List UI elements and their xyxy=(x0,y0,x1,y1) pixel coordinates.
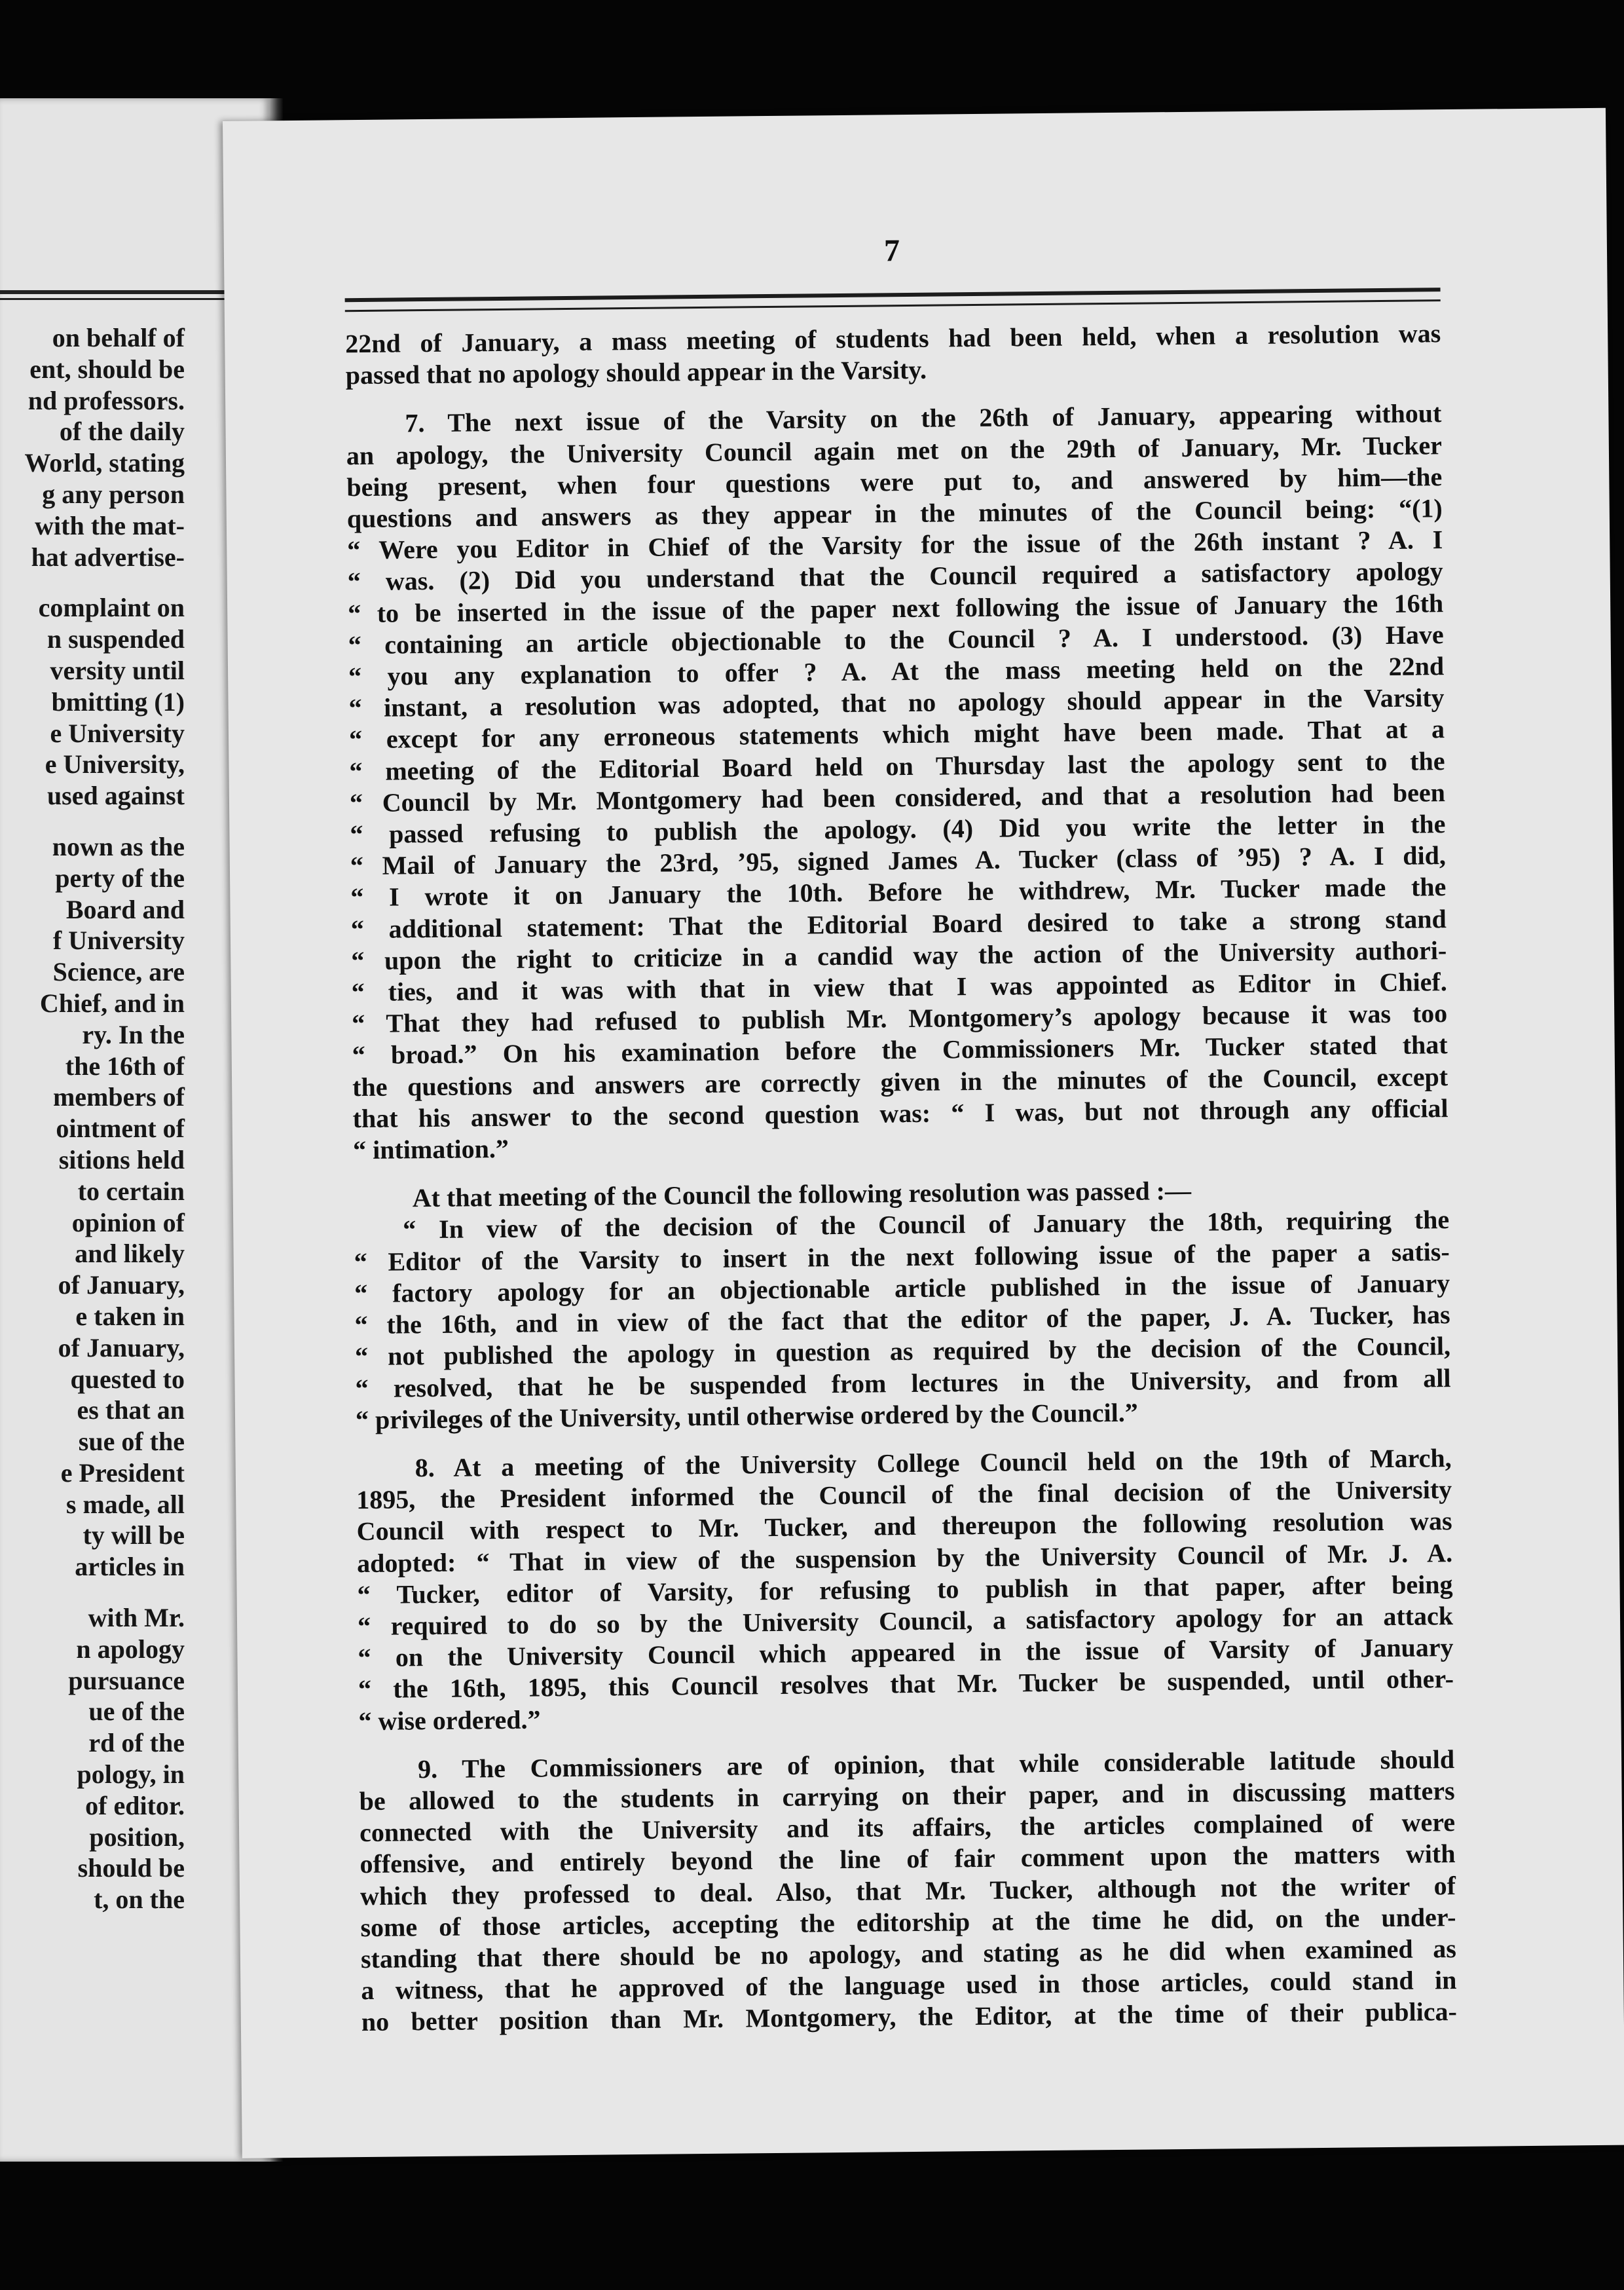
text-line: offensive, and entirely beyond the line of fair comment upon the matters with xyxy=(360,1839,1456,1879)
text-line: 1895, the President informed the Council of the final decision of the University xyxy=(356,1474,1452,1515)
text-line: adopted: “ That in view of the suspension by the University Council of Mr. J. A. xyxy=(356,1537,1453,1578)
paragraph-8 xyxy=(356,1442,1454,1737)
left-page-line: pursuance xyxy=(68,1665,185,1695)
left-page-line: n suspended xyxy=(46,624,185,654)
header-rule xyxy=(345,288,1441,302)
left-page-line: f University xyxy=(52,926,185,956)
text-line: “ meeting of the Editorial Board held on Thursday last the apology sent to the xyxy=(349,745,1445,786)
left-page-line: of January, xyxy=(58,1332,185,1362)
text-line: “ wise ordered.” xyxy=(358,1704,541,1736)
left-page-line: ent, should be xyxy=(29,354,185,384)
left-page-line: ointment of xyxy=(56,1114,185,1144)
left-page-line: n apology xyxy=(76,1634,185,1664)
left-page-line: articles in xyxy=(75,1552,185,1582)
text-line: that his answer to the second question was: “ I was, but not through any official xyxy=(352,1093,1449,1134)
text-line: “ the 16th, 1895, this Council resolves that Mr. Tucker be suspended, until other- xyxy=(358,1664,1454,1704)
left-page-line: with Mr. xyxy=(88,1603,185,1633)
left-page-line: on behalf of xyxy=(52,323,185,352)
left-page-line: e President xyxy=(60,1457,185,1488)
body-text xyxy=(345,318,1457,2038)
text-line: “ ties, and it was with that in view that I was appointed as Editor in Chief. xyxy=(351,967,1447,1007)
left-page-line: Chief, and in xyxy=(39,988,185,1018)
left-page-line: e University xyxy=(50,718,185,748)
text-line: “ I wrote it on January the 10th. Before he withdrew, Mr. Tucker made the xyxy=(350,872,1447,912)
left-page-line: Science, are xyxy=(52,957,185,987)
left-page-line: e University, xyxy=(45,749,185,779)
left-page-line: bmitting (1) xyxy=(51,686,185,717)
left-page-line: the 16th of xyxy=(65,1051,185,1081)
text-line: 7. The next issue of the Varsity on the 26th of January, appearing without xyxy=(405,398,1442,438)
text-line: “ instant, a resolution was adopted, that no apology should appear in the Varsity xyxy=(348,683,1445,723)
page-number: 7 xyxy=(883,233,900,269)
left-page-line: quested to xyxy=(70,1364,185,1394)
left-page-line: g any person xyxy=(42,479,185,509)
text-line: an apology, the University Council again met on the 29th of January, Mr. Tucker xyxy=(346,430,1443,470)
text-line: “ containing an article objectionable to the Council ? A. I understood. (3) Have xyxy=(348,619,1444,660)
text-line: some of those articles, accepting the editorship at the time he did, on the under- xyxy=(360,1902,1456,1942)
text-line: “ except for any erroneous statements which might have been made. That at a xyxy=(348,714,1445,755)
text-line: “ Mail of January the 23rd, ’95, signed James A. Tucker (class of ’95) ? A. I did, xyxy=(350,840,1447,881)
left-page-line: ry. In the xyxy=(82,1019,185,1049)
text-line: Council with respect to Mr. Tucker, and thereupon the following resolution was xyxy=(356,1506,1452,1547)
left-page-line: with the mat- xyxy=(35,510,185,540)
text-line: “ intimation.” xyxy=(352,1133,509,1165)
left-page-line: complaint on xyxy=(38,593,185,623)
text-line: “ privileges of the University, until otherwise ordered by the Council.” xyxy=(355,1397,1138,1435)
text-line: “ Editor of the Varsity to insert in the next following issue of the paper a satis- xyxy=(354,1236,1450,1277)
text-line: “ the 16th, and in view of the fact that the editor of the paper, J. A. Tucker, has xyxy=(354,1300,1450,1340)
header-rule-thin xyxy=(345,299,1441,312)
paragraph-resolution xyxy=(354,1205,1451,1436)
left-page-line: of editor. xyxy=(85,1790,185,1820)
left-page-line: position, xyxy=(89,1822,185,1852)
text-line: “ was. (2) Did you understand that the Council required a satisfactory apology xyxy=(347,556,1443,597)
text-line: being present, when four questions were put to, and answered by him—the xyxy=(346,461,1443,502)
left-page-line: should be xyxy=(77,1853,185,1883)
left-page-line: nown as the xyxy=(52,831,185,861)
text-line: 8. At a meeting of the University College Council held on the 19th of March, xyxy=(415,1442,1452,1483)
text-line: connected with the University and its affairs, the articles complained of were xyxy=(359,1807,1456,1848)
text-line: “ on the University Council which appeared in the issue of Varsity of January xyxy=(358,1632,1454,1673)
left-page-text-column xyxy=(0,322,185,1915)
left-page-line: and likely xyxy=(75,1239,185,1269)
paragraph-continued xyxy=(345,318,1441,391)
text-line: “ not published the apology in question as required by the decision of the Council, xyxy=(354,1331,1451,1372)
left-page-line: e taken in xyxy=(75,1301,185,1331)
text-line: 9. The Commissioners are of opinion, that while considerable latitude should xyxy=(417,1744,1455,1784)
left-page-line: used against xyxy=(46,781,185,811)
left-page-line: nd professors. xyxy=(28,385,185,415)
text-line: “ That they had refused to publish Mr. Montgomery’s apology because it was too xyxy=(352,998,1448,1039)
left-page-line: opinion of xyxy=(71,1207,185,1237)
left-paragraph-gap xyxy=(0,1583,185,1602)
text-line: “ Council by Mr. Montgomery had been considered, and that a resolution had been xyxy=(349,777,1446,818)
left-page-line: ue of the xyxy=(88,1697,185,1727)
paragraph-7 xyxy=(346,398,1449,1167)
left-paragraph-gap xyxy=(0,812,185,831)
text-line: which they professed to deal. Also, that Mr. Tucker, although not the writer of xyxy=(360,1870,1456,1911)
text-line: be allowed to the students in carrying on their paper, and in discussing matters xyxy=(359,1775,1455,1816)
left-page-line: sitions held xyxy=(58,1144,185,1174)
left-page-line: es that an xyxy=(77,1395,185,1425)
text-line: 22nd of January, a mass meeting of students had been held, when a resolution was xyxy=(345,318,1441,359)
text-line: no better position than Mr. Montgomery, the Editor, at the time of their publica- xyxy=(361,1997,1458,2037)
text-line: “ Tucker, editor of Varsity, for refusing to publish in that paper, after being xyxy=(357,1569,1453,1609)
text-line: “ Were you Editor in Chief of the Varsity for the issue of the 26th instant ? A. I xyxy=(347,525,1443,565)
left-page-line: hat advertise- xyxy=(31,542,185,572)
text-line: “ upon the right to criticize in a candid way the action of the University authori- xyxy=(351,935,1447,976)
left-page-line: s made, all xyxy=(65,1489,185,1519)
text-line: “ passed refusing to publish the apology. (4) Did you write the letter in the xyxy=(350,809,1446,850)
text-line: “ broad.” On his examination before the Commissioners Mr. Tucker stated that xyxy=(352,1030,1448,1070)
right-page xyxy=(223,108,1624,2158)
text-line: passed that no apology should appear in the Varsity. xyxy=(345,354,927,390)
left-page-line: Board and xyxy=(65,894,185,924)
text-line: a witness, that he approved of the language used in those articles, could stand in xyxy=(361,1965,1457,2006)
text-line: the questions and answers are correctly given in the minutes of the Council, except xyxy=(352,1061,1449,1102)
text-line: “ required to do so by the University Council, a satisfactory apology for an attack xyxy=(357,1600,1454,1642)
text-line: “ to be inserted in the issue of the paper next following the issue of January the 16th xyxy=(348,588,1444,628)
paragraph-9 xyxy=(359,1744,1457,2038)
left-page-line: World, stating xyxy=(24,448,185,478)
left-page-line: ty will be xyxy=(83,1520,185,1550)
left-page-line: t, on the xyxy=(94,1885,185,1915)
text-line: “ additional statement: That the Editorial Board desired to take a strong stand xyxy=(350,903,1447,944)
left-page-line: versity until xyxy=(50,655,185,685)
left-page-line: to certain xyxy=(77,1176,185,1206)
left-page-line: sue of the xyxy=(78,1427,185,1457)
left-page-line: members of xyxy=(52,1082,185,1112)
text-line: standing that there should be no apology, and stating as he did when examined as xyxy=(360,1933,1457,1974)
left-page-line: pology, in xyxy=(77,1759,185,1790)
left-page-line: of the daily xyxy=(59,417,185,447)
text-line: “ resolved, that he be suspended from lectures in the University, and from all xyxy=(355,1362,1451,1403)
left-page-line: rd of the xyxy=(88,1728,185,1758)
left-page-line: perty of the xyxy=(55,863,185,893)
text-line: “ In view of the decision of the Council of January the 18th, requiring the xyxy=(403,1205,1450,1245)
text-line: “ you any explanation to offer ? A. At the mass meeting held on the 22nd xyxy=(348,651,1445,692)
left-paragraph-gap xyxy=(0,572,185,592)
text-line: questions and answers as they appear in the minutes of the Council being: “(1) xyxy=(346,493,1443,534)
text-line: At that meeting of the Council the following resolution was passed :— xyxy=(412,1176,1192,1213)
text-line: “ factory apology for an objectionable article published in the issue of January xyxy=(354,1267,1450,1309)
left-page-line: of January, xyxy=(58,1270,185,1300)
